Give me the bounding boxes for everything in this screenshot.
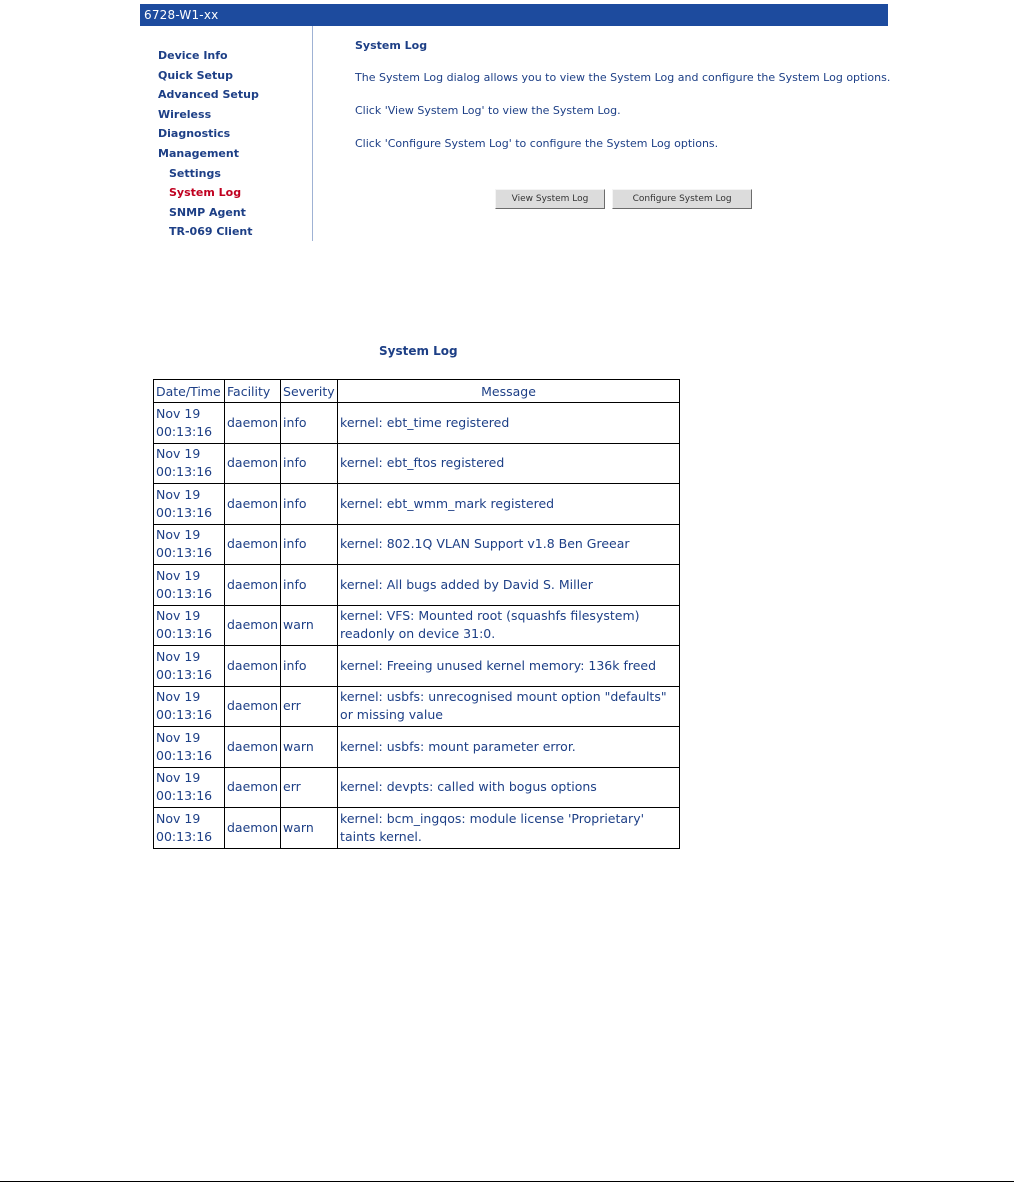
- cell-time: 00:13:16: [156, 545, 213, 561]
- cell-date: Nov 19: [156, 729, 201, 745]
- cell-time: 00:13:16: [156, 504, 213, 520]
- cell-datetime: [154, 403, 225, 444]
- cell-date: Nov 19: [156, 446, 201, 462]
- configure-system-log-button[interactable]: Configure System Log: [612, 189, 752, 209]
- sidebar-item-quick-setup[interactable]: Quick Setup: [158, 68, 233, 82]
- cell-severity: info: [281, 484, 338, 525]
- cell-severity: info: [281, 565, 338, 606]
- cell-datetime: [154, 605, 225, 646]
- table-row: [154, 767, 680, 808]
- cell-facility: daemon: [225, 524, 281, 565]
- sidebar-item-device-info[interactable]: Device Info: [158, 49, 228, 62]
- cell-severity: info: [281, 524, 338, 565]
- sidebar-item-system-log[interactable]: System Log: [169, 186, 242, 200]
- cell-message: kernel: All bugs added by David S. Miller: [338, 565, 680, 606]
- cell-date: Nov 19: [156, 567, 201, 583]
- sidebar-item-diagnostics[interactable]: Diagnostics: [158, 127, 231, 141]
- cell-time: 00:13:16: [156, 828, 213, 844]
- cell-date: Nov 19: [156, 486, 201, 502]
- intro-text: The System Log dialog allows you to view the System Log and configure the System Log options.: [355, 71, 891, 84]
- sidebar-item-snmp-agent[interactable]: SNMP Agent: [169, 205, 246, 219]
- cell-message: kernel: bcm_ingqos: module license 'Proprietary' taints kernel.: [338, 808, 680, 849]
- cell-severity: info: [281, 403, 338, 444]
- cell-facility: daemon: [225, 808, 281, 849]
- cell-datetime: [154, 484, 225, 525]
- cell-facility: daemon: [225, 727, 281, 768]
- cell-facility: daemon: [225, 646, 281, 687]
- cell-datetime: [154, 565, 225, 606]
- table-row: [154, 646, 680, 687]
- cell-severity: info: [281, 443, 338, 484]
- cell-datetime: [154, 646, 225, 687]
- cell-message: kernel: devpts: called with bogus options: [338, 767, 680, 808]
- table-row: [154, 686, 680, 727]
- table-row: [154, 727, 680, 768]
- table-row: [154, 403, 680, 444]
- cell-time: 00:13:16: [156, 464, 213, 480]
- cell-message: kernel: ebt_ftos registered: [338, 443, 680, 484]
- cell-message: kernel: usbfs: mount parameter error.: [338, 727, 680, 768]
- table-row: [154, 484, 680, 525]
- log-table-viewport[interactable]: [153, 379, 680, 854]
- sidebar-item-tr069-client[interactable]: TR-069 Client: [169, 225, 253, 239]
- column-header-datetime: Date/Time: [154, 380, 225, 403]
- cell-message: kernel: ebt_wmm_mark registered: [338, 484, 680, 525]
- table-row: [154, 605, 680, 646]
- sidebar-item-advanced-setup[interactable]: Advanced Setup: [158, 88, 259, 102]
- cell-datetime: [154, 727, 225, 768]
- log-window-title: System Log: [379, 344, 458, 358]
- sidebar: [140, 26, 313, 241]
- column-header-message: Message: [338, 380, 680, 403]
- cell-severity: err: [281, 686, 338, 727]
- sidebar-item-wireless[interactable]: Wireless: [158, 107, 212, 121]
- cell-datetime: [154, 686, 225, 727]
- cell-facility: daemon: [225, 605, 281, 646]
- cell-datetime: [154, 767, 225, 808]
- cell-message: kernel: ebt_time registered: [338, 403, 680, 444]
- table-row: [154, 443, 680, 484]
- cell-message: kernel: VFS: Mounted root (squashfs filesystem) readonly on device 31:0.: [338, 605, 680, 646]
- cell-date: Nov 19: [156, 770, 201, 786]
- system-log-table: [153, 379, 680, 849]
- cell-severity: err: [281, 767, 338, 808]
- cell-date: Nov 19: [156, 648, 201, 664]
- cell-facility: daemon: [225, 484, 281, 525]
- cell-time: 00:13:16: [156, 707, 213, 723]
- cell-time: 00:13:16: [156, 626, 213, 642]
- cell-message: kernel: Freeing unused kernel memory: 136k freed: [338, 646, 680, 687]
- cell-facility: daemon: [225, 443, 281, 484]
- cell-facility: daemon: [225, 767, 281, 808]
- sidebar-item-settings[interactable]: Settings: [169, 166, 221, 180]
- cell-datetime: [154, 808, 225, 849]
- cell-severity: warn: [281, 808, 338, 849]
- cell-severity: info: [281, 646, 338, 687]
- cell-date: Nov 19: [156, 810, 201, 826]
- cell-time: 00:13:16: [156, 666, 213, 682]
- cell-facility: daemon: [225, 403, 281, 444]
- page-bottom-rule: [0, 1181, 1014, 1182]
- table-row: [154, 524, 680, 565]
- cell-datetime: [154, 524, 225, 565]
- cell-message: kernel: 802.1Q VLAN Support v1.8 Ben Greear: [338, 524, 680, 565]
- cell-date: Nov 19: [156, 689, 201, 705]
- cell-datetime: [154, 443, 225, 484]
- view-hint-text: Click 'View System Log' to view the System Log.: [355, 104, 621, 117]
- log-rows: [154, 403, 680, 849]
- cell-time: 00:13:16: [156, 423, 213, 439]
- view-system-log-button[interactable]: View System Log: [495, 189, 605, 209]
- cell-time: 00:13:16: [156, 788, 213, 804]
- cell-date: Nov 19: [156, 527, 201, 543]
- cell-facility: daemon: [225, 565, 281, 606]
- cell-severity: warn: [281, 727, 338, 768]
- column-header-severity: Severity: [281, 380, 338, 403]
- cell-time: 00:13:16: [156, 747, 213, 763]
- cell-date: Nov 19: [156, 405, 201, 421]
- table-header-row: [154, 380, 680, 403]
- table-row: [154, 808, 680, 849]
- cell-message: kernel: usbfs: unrecognised mount option "defaults" or missing value: [338, 686, 680, 727]
- page-title: System Log: [355, 39, 428, 52]
- column-header-facility: Facility: [225, 380, 281, 403]
- cell-facility: daemon: [225, 686, 281, 727]
- button-row: [495, 186, 754, 209]
- table-row: [154, 565, 680, 606]
- cell-severity: warn: [281, 605, 338, 646]
- router-admin-panel: [140, 4, 891, 244]
- sidebar-item-management[interactable]: Management: [158, 146, 239, 160]
- window-title: 6728-W1-xx: [140, 4, 888, 26]
- cell-time: 00:13:16: [156, 585, 213, 601]
- sidebar-nav: [158, 46, 259, 242]
- config-hint-text: Click 'Configure System Log' to configure the System Log options.: [355, 137, 719, 150]
- cell-date: Nov 19: [156, 608, 201, 624]
